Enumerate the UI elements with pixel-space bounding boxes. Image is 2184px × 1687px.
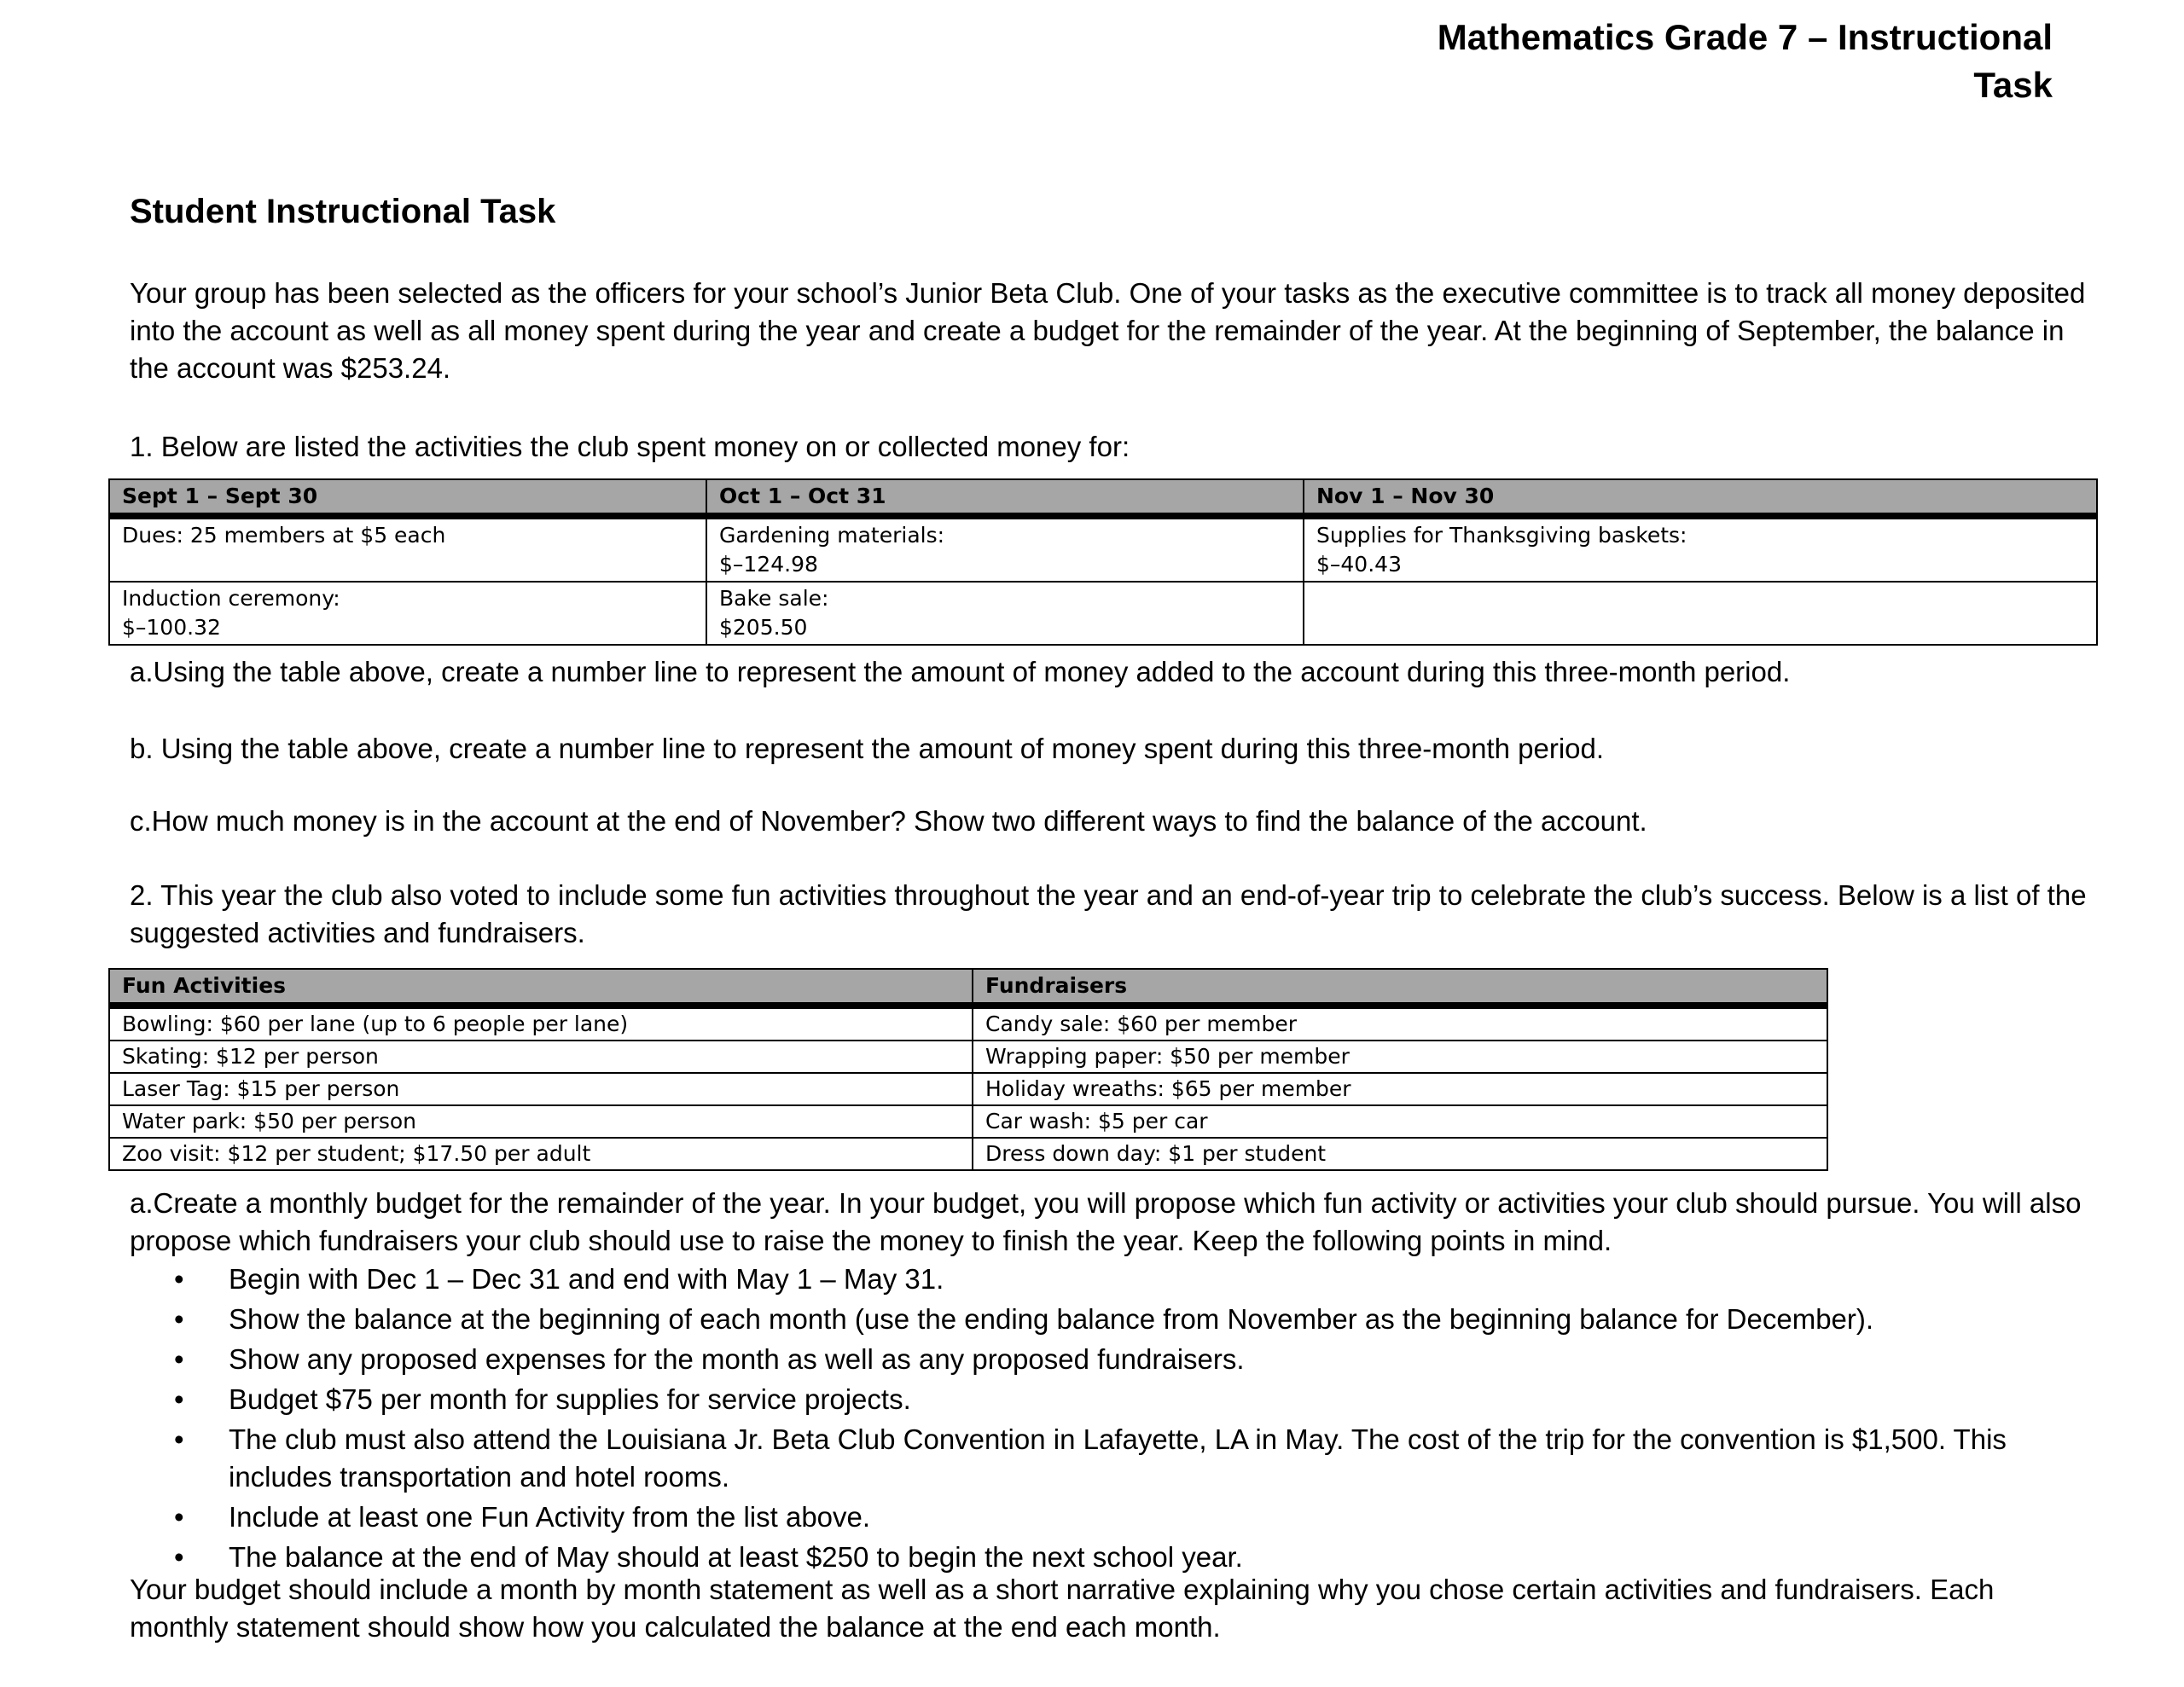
bullet-icon: • [174, 1541, 184, 1573]
bullet-icon: • [174, 1263, 184, 1295]
table-row [109, 1105, 1827, 1138]
bullet-icon: • [174, 1423, 184, 1455]
table-cell: Water park: $50 per person [109, 1105, 973, 1138]
bullet-icon: • [174, 1303, 184, 1335]
table-row [109, 1073, 1827, 1105]
table-row [109, 1138, 1827, 1170]
table-cell: Bowling: $60 per lane (up to 6 people per lane) [109, 1006, 973, 1041]
list-item-text: Show any proposed expenses for the month as well as any proposed fundraisers. [229, 1343, 1245, 1375]
list-item-text: The balance at the end of May should at least $250 to begin the next school year. [229, 1541, 1243, 1573]
table-header-row [109, 969, 1827, 1006]
cell-label: Bake sale: [719, 586, 829, 611]
question-1-prompt: 1. Below are listed the activities the club spent money on or collected money for: [130, 431, 1130, 462]
table-cell [109, 516, 706, 582]
question-1c: c.How much money is in the account at the end of November? Show two different ways to find the balance of the account. [130, 805, 1647, 837]
list-item-text: Include at least one Fun Activity from the list above. [229, 1501, 871, 1533]
list-item [130, 1261, 2092, 1298]
question-2a: a.Create a monthly budget for the remainder of the year. In your budget, you will propose which fun activity or activities your club should pursue. You will also propose which fundraisers your club should use to raise the money to finish the year. Keep the following points in mind. [130, 1187, 2082, 1256]
list-item-text: Show the balance at the beginning of each month (use the ending balance from November as the beginning balance for December). [229, 1303, 1874, 1335]
list-item [130, 1341, 2092, 1378]
section-title: Student Instructional Task [130, 193, 556, 230]
table-cell: Skating: $12 per person [109, 1041, 973, 1073]
bullet-icon: • [174, 1501, 184, 1533]
table-header-cell: Fun Activities [109, 969, 973, 1006]
closing-paragraph: Your budget should include a month by month statement as well as a short narrative explaining why you chose certain activities and fundraisers. Each monthly statement should show how you calculated the balance at the end each month. [130, 1574, 1995, 1643]
table-cell: Laser Tag: $15 per person [109, 1073, 973, 1105]
table-cell: Dress down day: $1 per student [973, 1138, 1827, 1170]
table-cell: Candy sale: $60 per member [973, 1006, 1827, 1041]
table-cell: Car wash: $5 per car [973, 1105, 1827, 1138]
cell-amount: $–100.32 [122, 615, 221, 640]
table-cell [706, 582, 1304, 645]
table-header-cell: Nov 1 – Nov 30 [1304, 479, 2097, 516]
table-header-row [109, 479, 2097, 516]
cell-amount: $–124.98 [719, 552, 818, 577]
cell-label: Induction ceremony: [122, 586, 340, 611]
table-header-cell: Oct 1 – Oct 31 [706, 479, 1304, 516]
cell-amount: $205.50 [719, 615, 808, 640]
activities-fundraisers-table [108, 968, 1828, 1171]
table-cell: Holiday wreaths: $65 per member [973, 1073, 1827, 1105]
list-item [130, 1301, 2092, 1338]
question-1b: b. Using the table above, create a number line to represent the amount of money spent during this three-month period. [130, 733, 1605, 764]
budget-guidelines-list [130, 1261, 2092, 1579]
table-row [109, 516, 2097, 582]
table-cell: Zoo visit: $12 per student; $17.50 per adult [109, 1138, 973, 1170]
list-item [130, 1381, 2092, 1418]
table-header-cell: Fundraisers [973, 969, 1827, 1006]
activities-table [108, 478, 2098, 646]
cell-label: Supplies for Thanksgiving baskets: [1316, 523, 1687, 548]
bullet-icon: • [174, 1343, 184, 1375]
table-header-cell: Sept 1 – Sept 30 [109, 479, 706, 516]
table-cell [1304, 582, 2097, 645]
table-cell [706, 516, 1304, 582]
table-row [109, 582, 2097, 645]
page-header [1199, 14, 2053, 109]
table-cell: Wrapping paper: $50 per member [973, 1041, 1827, 1073]
cell-label: Gardening materials: [719, 523, 945, 548]
header-title-line2: Task [1973, 65, 2053, 105]
question-1a: a.Using the table above, create a number line to represent the amount of money added to the account during this three-month period. [130, 656, 1791, 687]
list-item-text: The club must also attend the Louisiana Jr. Beta Club Convention in Lafayette, LA in May. The cost of the trip for the convention is $1,500. This includes transportation and hotel rooms. [229, 1423, 2007, 1493]
question-2-prompt: 2. This year the club also voted to include some fun activities throughout the year and an end-of-year trip to celebrate the club’s success. Below is a list of the suggested activities and fundraisers. [130, 879, 2087, 948]
list-item-text: Budget $75 per month for supplies for service projects. [229, 1383, 911, 1415]
table-cell [109, 582, 706, 645]
table-row [109, 1006, 1827, 1041]
cell-amount: $–40.43 [1316, 552, 1402, 577]
table-row [109, 1041, 1827, 1073]
table-cell [1304, 516, 2097, 582]
list-item [130, 1499, 2092, 1536]
list-item-text: Begin with Dec 1 – Dec 31 and end with May 1 – May 31. [229, 1263, 944, 1295]
bullet-icon: • [174, 1383, 184, 1415]
cell-label: Dues: 25 members at $5 each [122, 523, 446, 548]
list-item [130, 1421, 2092, 1496]
intro-paragraph: Your group has been selected as the officers for your school’s Junior Beta Club. One of your tasks as the executive committee is to track all money deposited into the account as well as all money spent during the year and create a budget for the remainder of the year. At the beginning of September, the balance in the account was $253.24. [130, 277, 2086, 384]
header-title-line1: Mathematics Grade 7 – Instructional [1437, 17, 2053, 57]
